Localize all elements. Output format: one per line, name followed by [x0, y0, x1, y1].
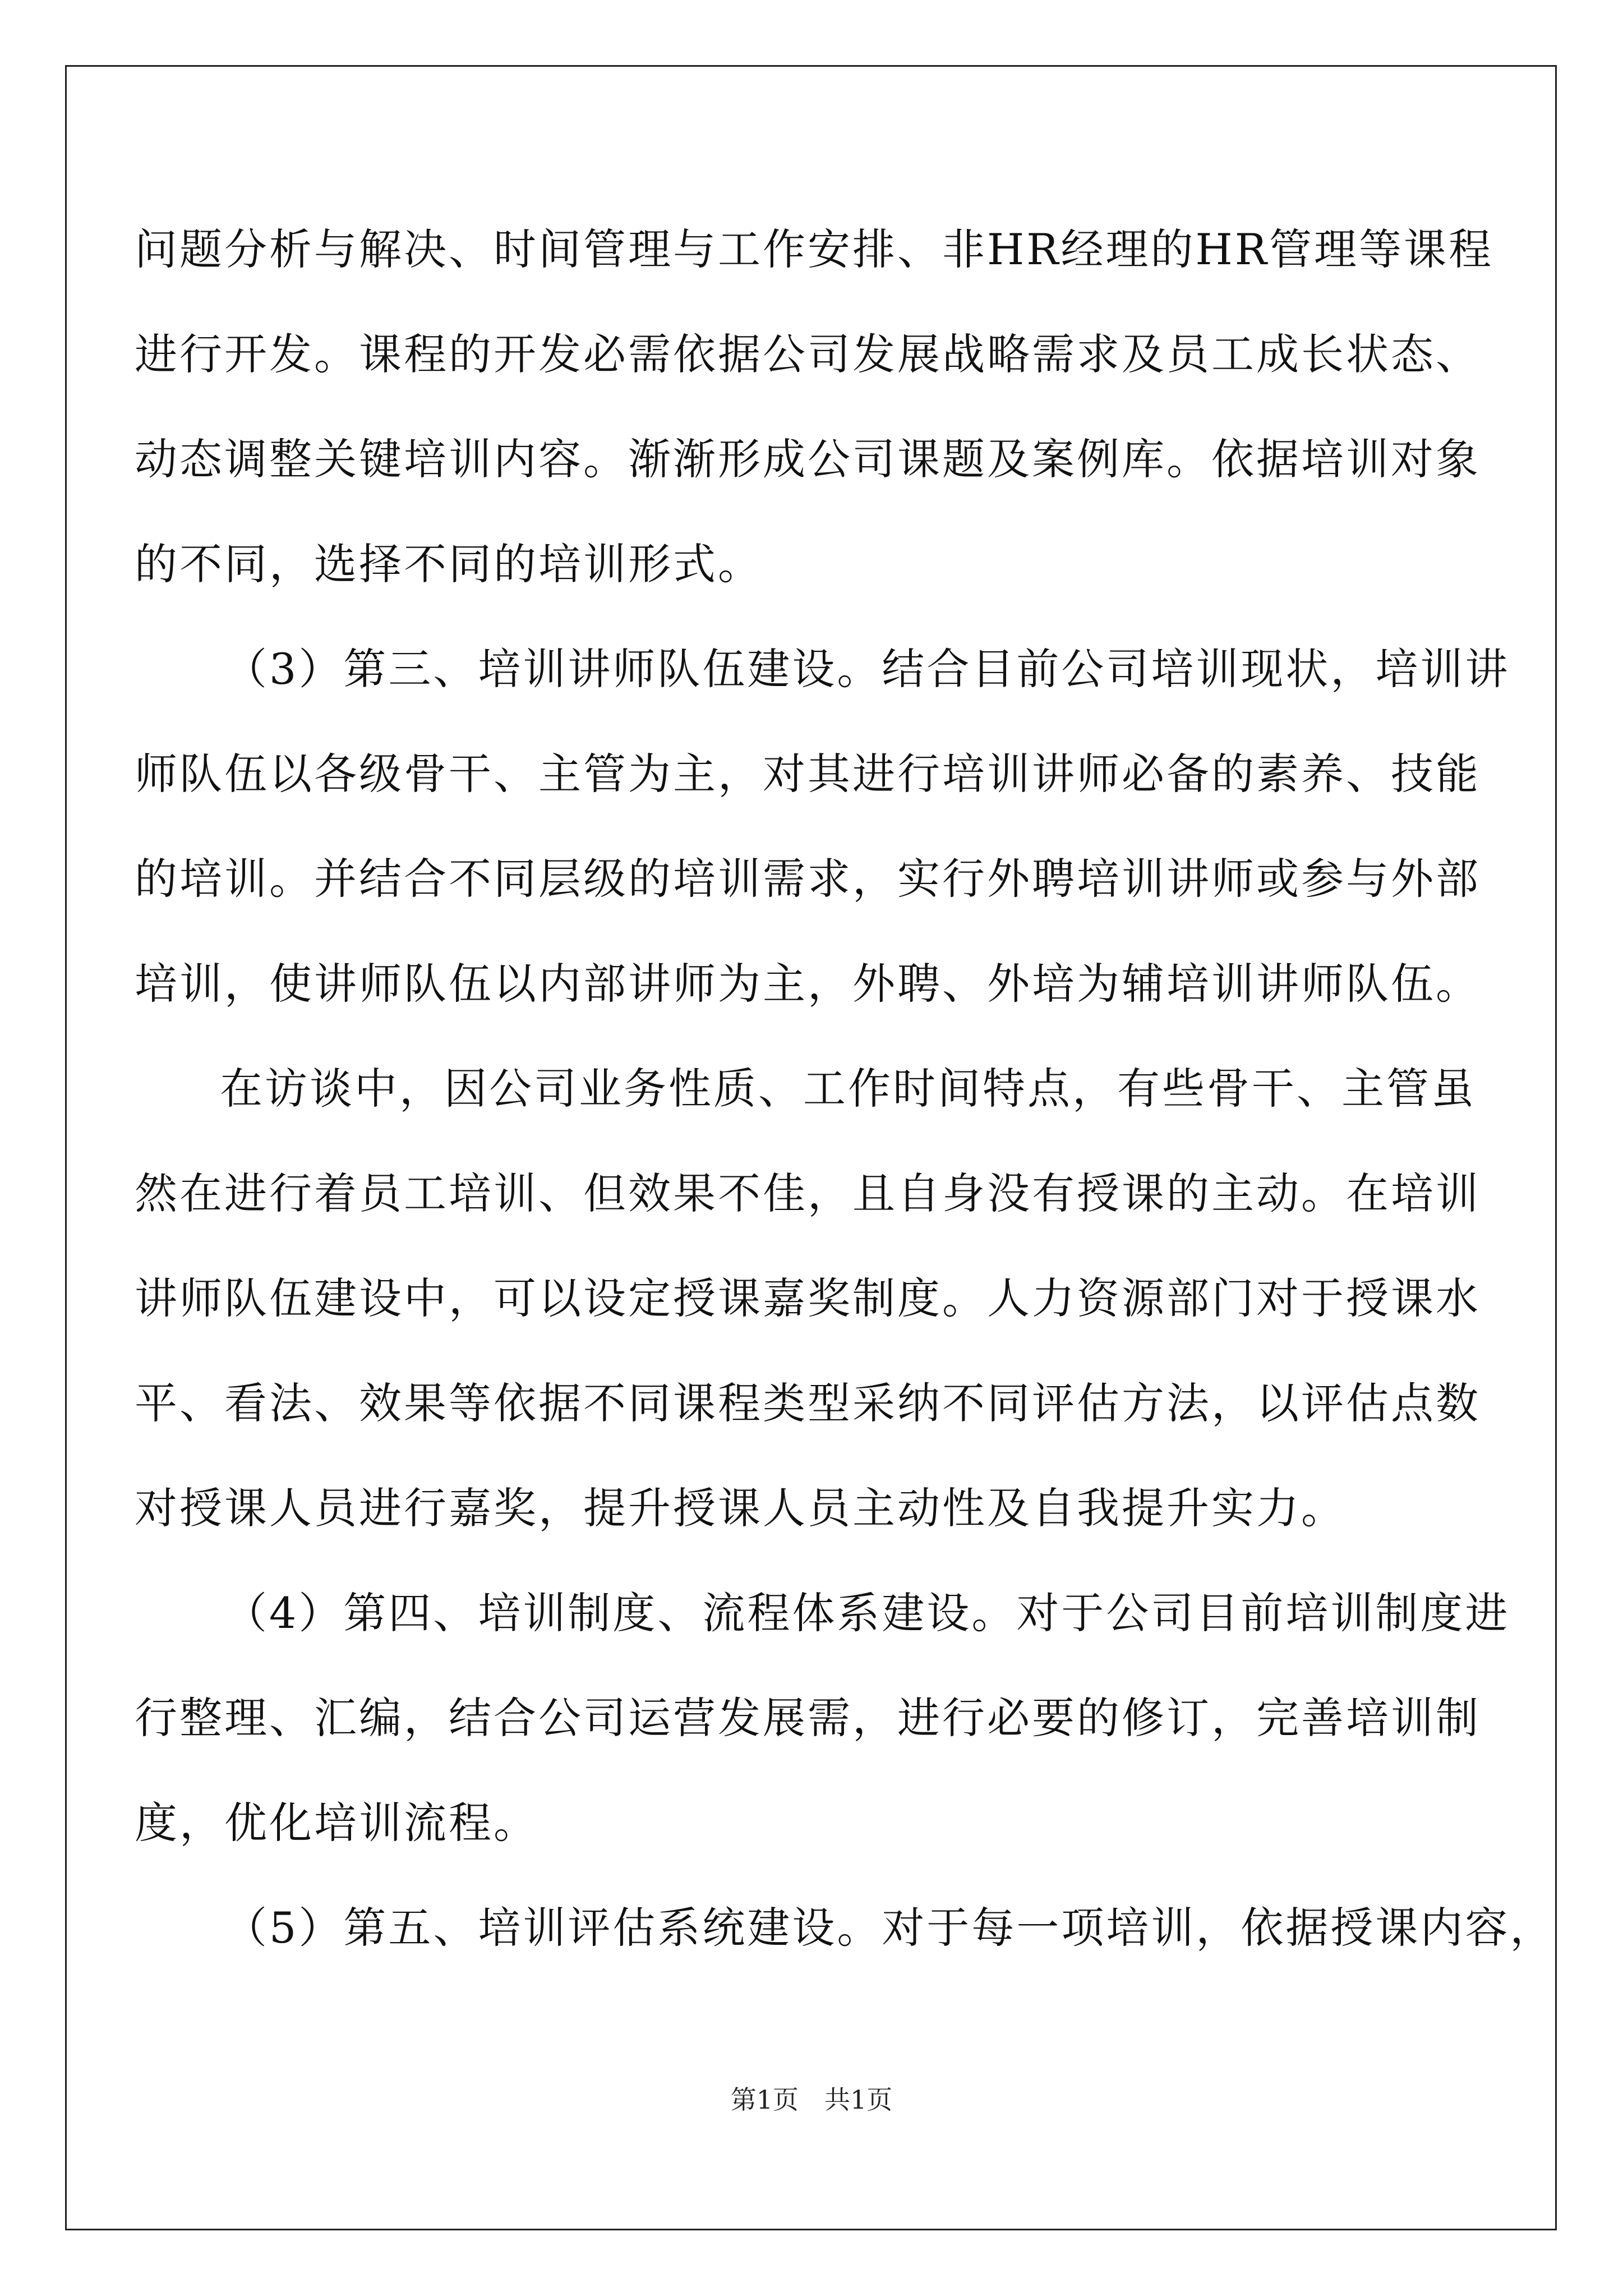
body-line: 动态调整关键培训内容。渐渐形成公司课题及案例库。依据培训对象 — [135, 434, 1481, 484]
body-line: 对授课人员进行嘉奖，提升授课人员主动性及自我提升实力。 — [135, 1483, 1346, 1533]
body-line: 行整理、汇编，结合公司运营发展需，进行必要的修订，完善培训制 — [135, 1693, 1481, 1743]
body-line: 的培训。并结合不同层级的培训需求，实行外聘培训讲师或参与外部 — [135, 854, 1481, 904]
body-line: 平、看法、效果等依据不同课程类型采纳不同评估方法，以评估点数 — [135, 1378, 1481, 1428]
body-line: 的不同，选择不同的培训形式。 — [135, 539, 763, 589]
body-line: 师队伍以各级骨干、主管为主，对其进行培训讲师必备的素养、技能 — [135, 749, 1481, 799]
body-line: 培训，使讲师队伍以内部讲师为主，外聘、外培为辅培训讲师队伍。 — [135, 959, 1481, 1009]
paragraph-start: 在访谈中，因公司业务性质、工作时间特点，有些骨干、主管虽 — [220, 1064, 1476, 1114]
paragraph-heading-3: （3）第三、培训讲师队伍建设。结合目前公司培训现状，培训讲 — [224, 644, 1510, 694]
body-line: 问题分析与解决、时间管理与工作安排、非HR经理的HR管理等课程 — [135, 224, 1493, 274]
paragraph-heading-4: （4）第四、培训制度、流程体系建设。对于公司目前培训制度进 — [224, 1588, 1510, 1638]
body-line: 进行开发。课程的开发必需依据公司发展战略需求及员工成长状态、 — [135, 329, 1481, 379]
body-line: 然在进行着员工培训、但效果不佳，且自身没有授课的主动。在培训 — [135, 1168, 1481, 1218]
paragraph-heading-5: （5）第五、培训评估系统建设。对于每一项培训，依据授课内容， — [224, 1903, 1555, 1953]
page-footer: 第1页 共1页 — [730, 2085, 893, 2115]
body-line: 讲师队伍建设中，可以设定授课嘉奖制度。人力资源部门对于授课水 — [135, 1273, 1481, 1323]
body-line: 度，优化培训流程。 — [135, 1798, 538, 1848]
